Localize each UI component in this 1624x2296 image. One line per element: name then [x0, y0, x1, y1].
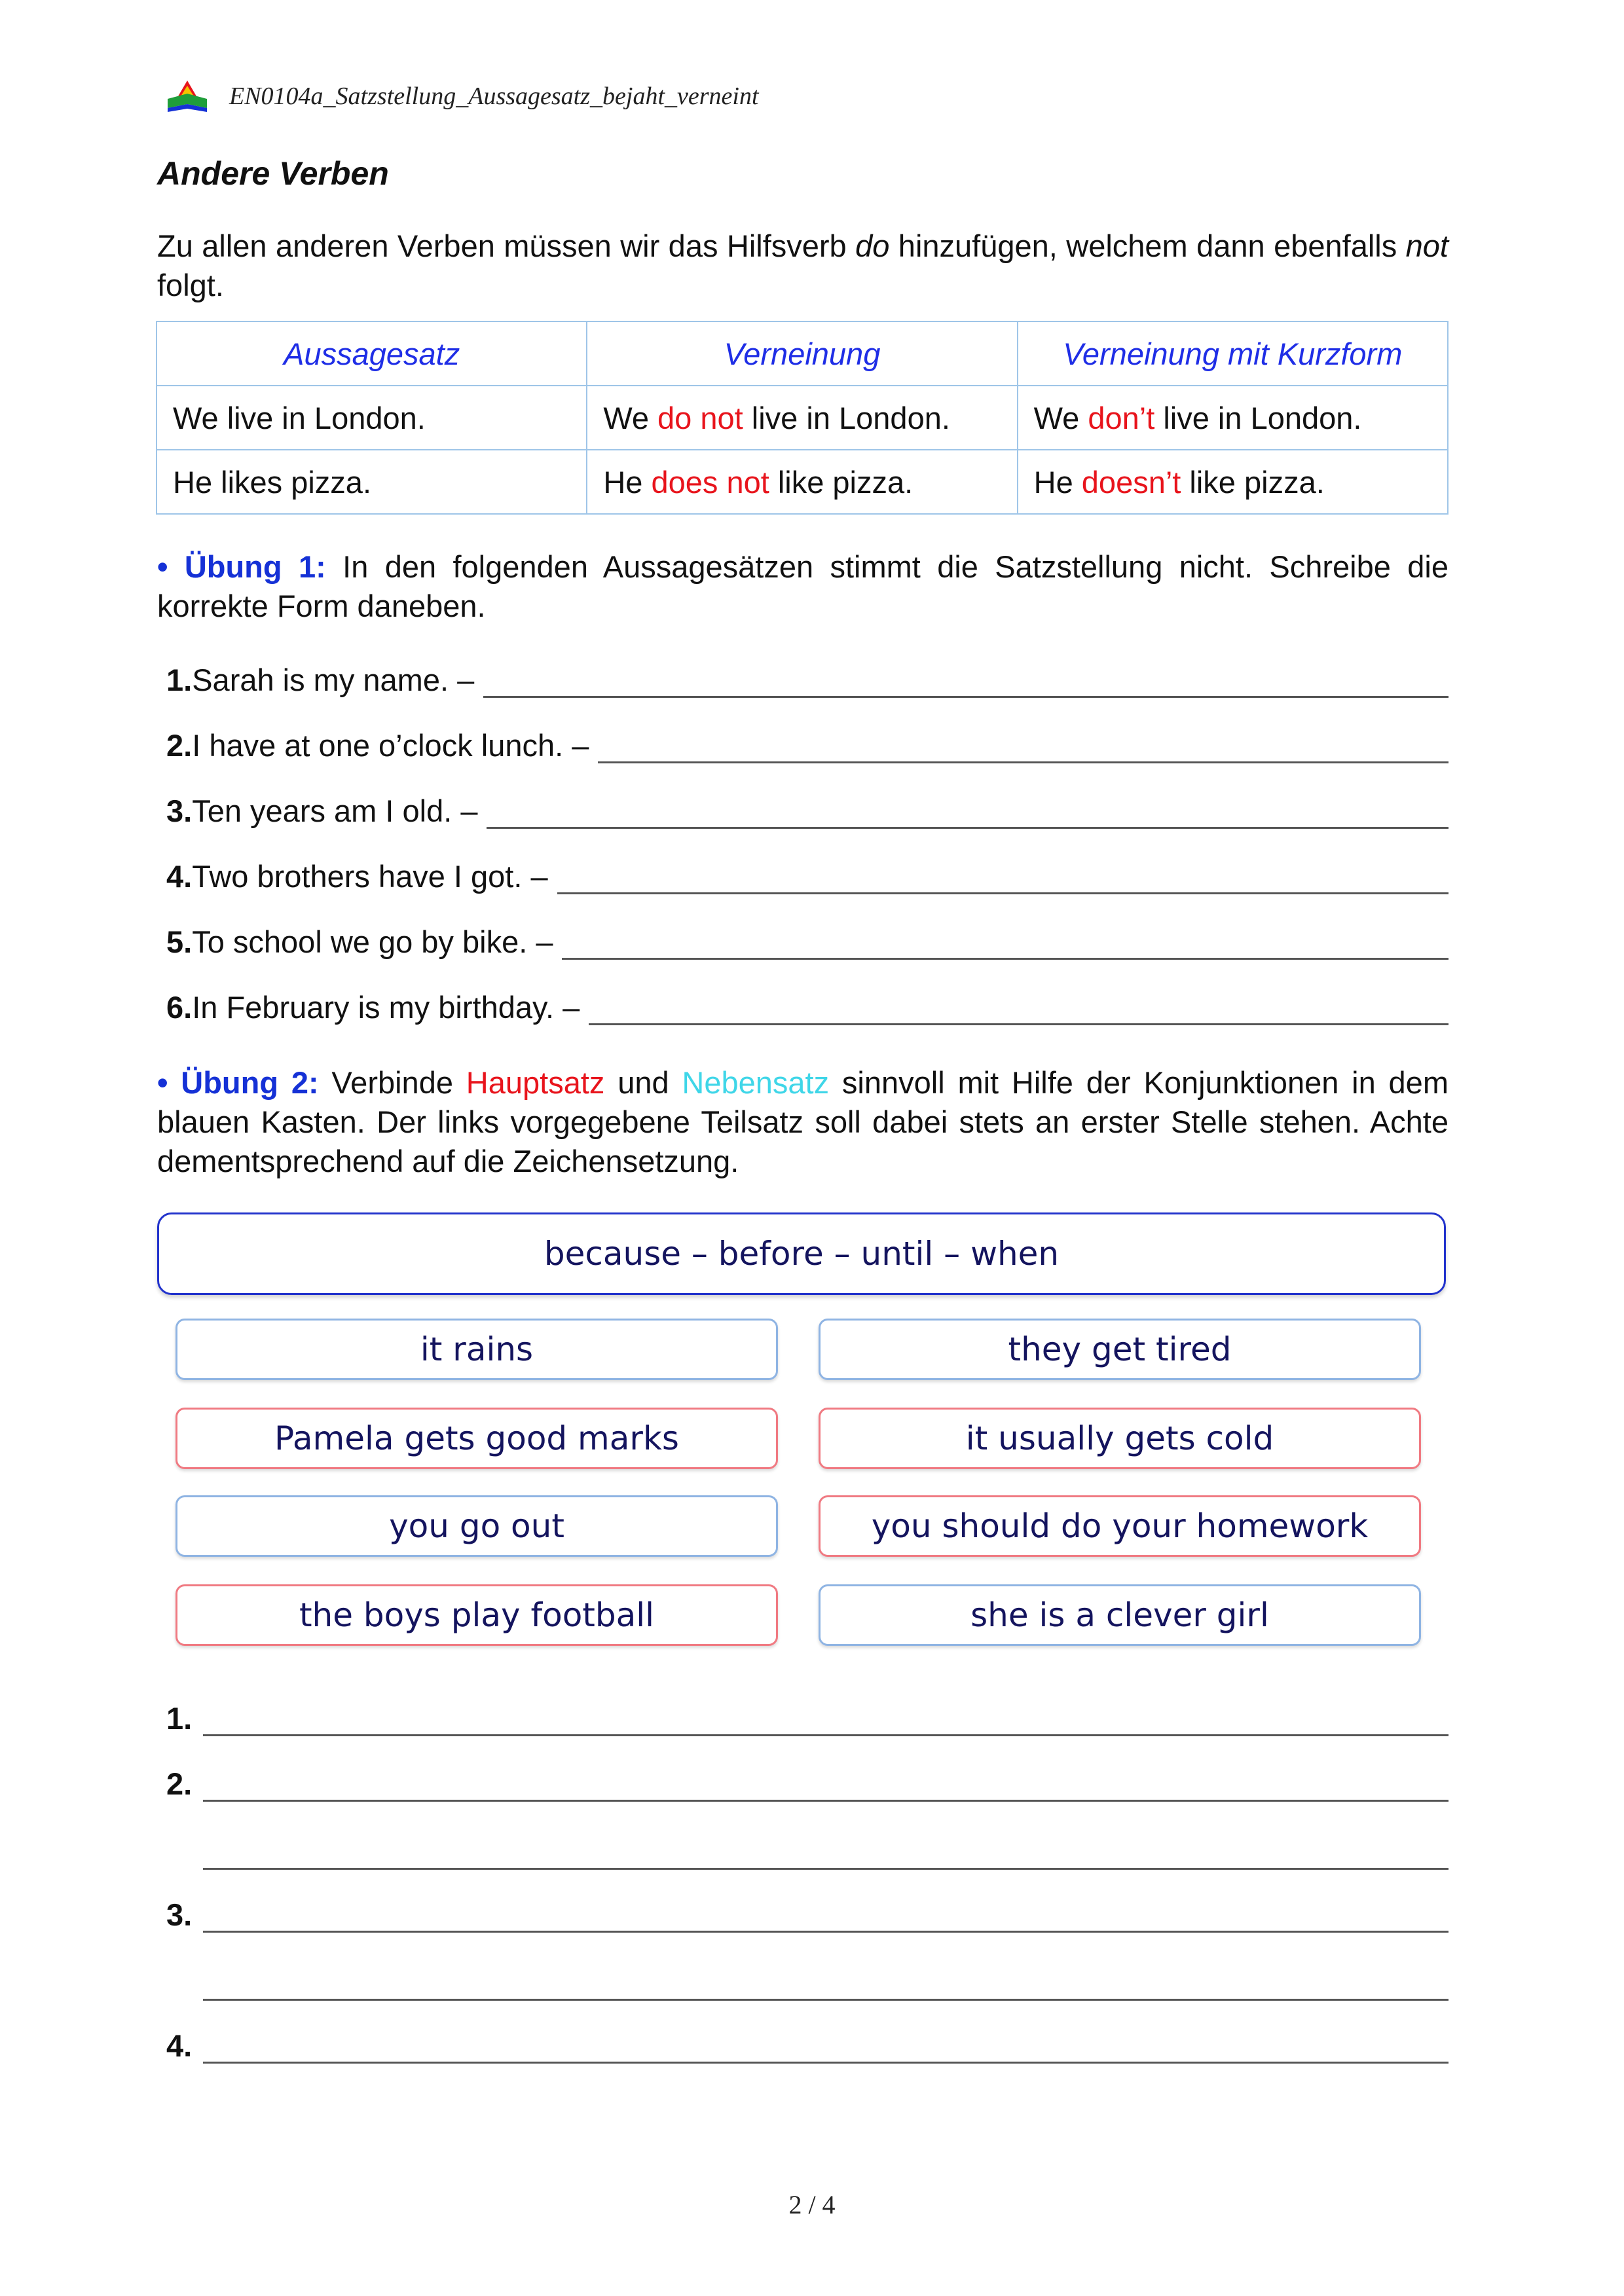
item-sentence: Ten years am I old. – — [192, 793, 478, 828]
table-header: Verneinung mit Kurzform — [1018, 321, 1448, 386]
section-title: Andere Verben — [157, 155, 389, 192]
intro-emphasis-do: do — [855, 228, 890, 263]
intro-paragraph — [157, 227, 1449, 305]
conjunction-box: because – before – until – when — [157, 1212, 1446, 1295]
clause-box-left: you go out — [175, 1495, 778, 1557]
exercise1-item — [166, 983, 1449, 1025]
clause-box-right: it usually gets cold — [819, 1408, 1421, 1469]
answer-line[interactable] — [562, 925, 1449, 960]
table-cell — [587, 450, 1017, 514]
clause-box-right: they get tired — [819, 1319, 1421, 1380]
exercise2-text: Verbinde — [318, 1065, 466, 1100]
intro-text: hinzufügen, welchem dann ebenfalls — [889, 228, 1406, 263]
exercise2-answer — [166, 1760, 1449, 1802]
exercise1-item — [166, 852, 1449, 894]
cell-text: He — [603, 464, 652, 500]
exercise2-answer — [166, 2022, 1449, 2064]
clause-box-right: she is a clever girl — [819, 1584, 1421, 1646]
item-sentence: I have at one o’clock lunch. – — [192, 728, 589, 763]
cell-text: He — [1033, 464, 1082, 500]
clause-box-left: it rains — [175, 1319, 778, 1380]
grammar-table — [156, 321, 1449, 515]
nebensatz-term: Nebensatz — [682, 1065, 830, 1100]
intro-text: Zu allen anderen Verben müssen wir das Hilfsverb — [157, 228, 856, 263]
item-number: 1. — [166, 663, 193, 697]
table-cell — [587, 386, 1017, 450]
cell-text: like pizza. — [769, 464, 913, 500]
table-cell — [1018, 386, 1448, 450]
cell-text: We — [1033, 400, 1088, 435]
exercise1-item — [166, 721, 1449, 763]
exercise1-label: • Übung 1: — [157, 549, 326, 584]
exercise1-text: In den folgenden Aussagesätzen stimmt die Satzstellung nicht. Schreibe die korrekte Form daneben. — [157, 549, 1449, 623]
answer-line[interactable] — [203, 1898, 1449, 1933]
document-header — [164, 73, 759, 119]
exercise2-text: und — [604, 1065, 682, 1100]
item-sentence: Sarah is my name. – — [192, 663, 475, 697]
table-cell — [1018, 450, 1448, 514]
table-header: Aussagesatz — [157, 321, 587, 386]
item-sentence: In February is my birthday. – — [192, 990, 580, 1025]
page-number: 2 / 4 — [788, 2190, 836, 2219]
answer-line[interactable] — [203, 1702, 1449, 1736]
colorful-book-logo-icon — [164, 79, 211, 113]
exercise2-answer — [166, 1694, 1449, 1736]
clause-box-right: you should do your homework — [819, 1495, 1421, 1557]
negation-highlight: don’t — [1088, 400, 1155, 435]
item-number: 5. — [166, 924, 193, 959]
cell-text: live in London. — [1154, 400, 1362, 435]
answer-line[interactable] — [483, 663, 1449, 698]
document-title: EN0104a_Satzstellung_Aussagesatz_bejaht_verneint — [229, 82, 759, 110]
exercise1-item — [166, 656, 1449, 698]
cell-text: We — [603, 400, 658, 435]
exercise2-instructions — [157, 1063, 1449, 1181]
answer-number: 2. — [166, 1766, 193, 1801]
negation-highlight: doesn’t — [1081, 464, 1181, 500]
negation-highlight: do not — [657, 400, 743, 435]
answer-number: 1. — [166, 1701, 193, 1736]
table-cell: We live in London. — [157, 386, 587, 450]
exercise2-answer — [166, 1891, 1449, 1933]
answer-line-continuation[interactable] — [203, 1828, 1449, 1870]
table-cell: He likes pizza. — [157, 450, 587, 514]
item-number: 3. — [166, 793, 193, 828]
answer-line[interactable] — [589, 991, 1449, 1025]
item-number: 6. — [166, 990, 193, 1025]
intro-emphasis-not: not — [1405, 228, 1449, 263]
answer-line[interactable] — [557, 860, 1449, 894]
answer-line-continuation[interactable] — [203, 1959, 1449, 2001]
answer-line[interactable] — [203, 2029, 1449, 2064]
item-number: 2. — [166, 728, 193, 763]
intro-text: folgt. — [157, 268, 224, 302]
exercise1-item — [166, 787, 1449, 829]
cell-text: like pizza. — [1181, 464, 1325, 500]
exercise2-label: • Übung 2: — [157, 1065, 319, 1100]
item-sentence: Two brothers have I got. – — [192, 859, 548, 894]
item-number: 4. — [166, 859, 193, 894]
answer-line[interactable] — [598, 729, 1449, 763]
hauptsatz-term: Hauptsatz — [466, 1065, 605, 1100]
table-header-row — [157, 321, 1448, 386]
exercise2-text: sinnvoll mit Hilfe der Konjunktionen in dem blauen Kasten. Der links vorgegebene Teilsatz soll dabei stets an erster Stelle stehen. Achte dementsprechend auf die Zeichensetzung. — [157, 1065, 1449, 1178]
negation-highlight: does not — [651, 464, 769, 500]
answer-line[interactable] — [203, 1767, 1449, 1802]
cell-text: live in London. — [743, 400, 950, 435]
table-header: Verneinung — [587, 321, 1017, 386]
exercise1-instructions — [157, 547, 1449, 626]
answer-number: 3. — [166, 1897, 193, 1932]
clause-box-left: the boys play football — [175, 1584, 778, 1646]
clause-box-left: Pamela gets good marks — [175, 1408, 778, 1469]
table-row — [157, 450, 1448, 514]
exercise1-item — [166, 918, 1449, 960]
table-row — [157, 386, 1448, 450]
answer-number: 4. — [166, 2028, 193, 2063]
item-sentence: To school we go by bike. – — [192, 924, 553, 959]
answer-line[interactable] — [487, 794, 1449, 829]
